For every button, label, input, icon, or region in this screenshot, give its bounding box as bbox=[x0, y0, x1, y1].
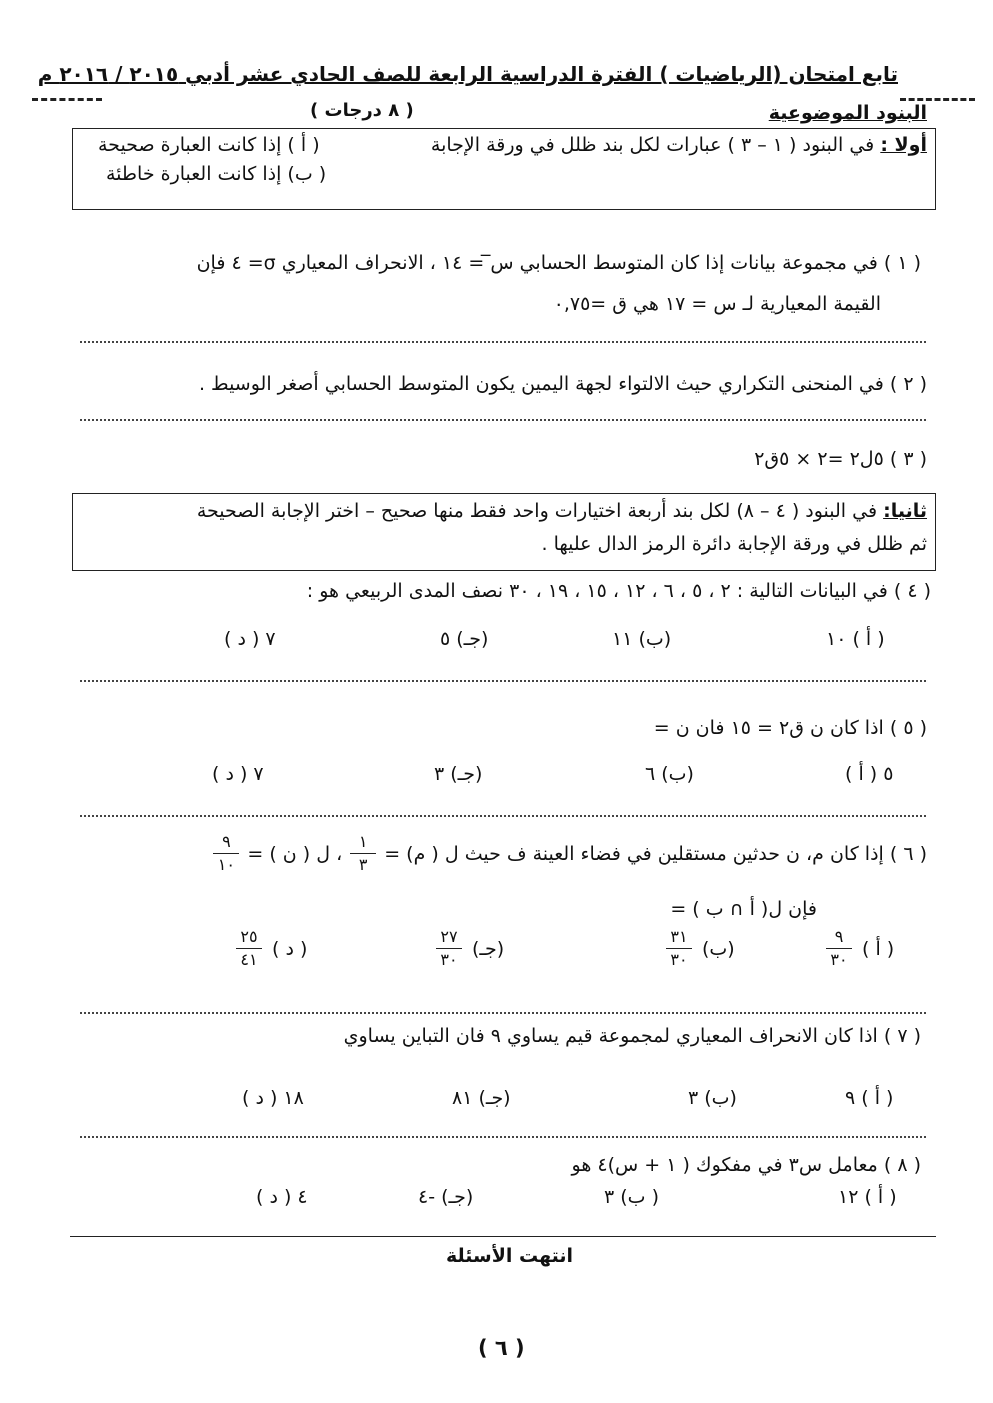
fraction-bar bbox=[350, 853, 376, 854]
q7-option-a: ( أ ) ٩ bbox=[845, 1087, 894, 1109]
q8-option-a: ( أ ) ١٢ bbox=[838, 1186, 897, 1208]
footer-rule bbox=[70, 1236, 936, 1237]
q7-option-b: (ب) ٣ bbox=[688, 1087, 737, 1109]
separator-line bbox=[80, 1012, 926, 1014]
q5-option-b: (ب) ٦ bbox=[645, 763, 694, 785]
q5-text: ( ٥ ) اذا كان ن ق٢ = ١٥ فان ن = bbox=[653, 717, 927, 739]
part2-label: ثانيا: bbox=[883, 500, 927, 522]
q4-option-c: (جـ) ٥ bbox=[440, 628, 489, 650]
fraction-numerator: ٩ bbox=[222, 832, 231, 851]
fraction-bar bbox=[666, 948, 692, 949]
part1-text: في البنود ( ١ – ٣ ) عبارات لكل بند ظلل في ورقة الإجابة bbox=[430, 134, 875, 156]
page-number: ( ٦ ) bbox=[478, 1336, 525, 1360]
q4-option-b: (ب) ١١ bbox=[612, 628, 672, 650]
fraction-denominator: ٣٠ bbox=[440, 950, 458, 969]
q4-text: ( ٤ ) في البيانات التالية : ٢ ، ٥ ، ٦ ، ١٢ ، ١٥ ، ١٩ ، ٣٠ نصف المدى الربيعي هو : bbox=[306, 580, 931, 602]
separator-line bbox=[80, 419, 926, 421]
part1-instruction bbox=[431, 134, 927, 156]
q4-option-a: ( أ ) ١٠ bbox=[826, 628, 885, 650]
fraction-denominator: ٣ bbox=[358, 855, 368, 874]
q7-option-c: (جـ) ٨١ bbox=[452, 1087, 511, 1109]
fraction-denominator: ٣٠ bbox=[830, 950, 848, 969]
option-label: ( د ) bbox=[272, 937, 308, 960]
option-fraction bbox=[826, 928, 852, 969]
header-dash-right bbox=[900, 98, 975, 101]
option-label: (جـ) bbox=[472, 937, 505, 960]
end-of-questions: انتهت الأسئلة bbox=[446, 1245, 574, 1267]
q6-text-mid: ، ل ( ن ) = bbox=[247, 842, 343, 865]
part2-instruction-line1 bbox=[197, 500, 927, 522]
part2-text: في البنود ( ٤ – ٨) لكل بند أربعة اختيارات واحد فقط منها صحيح – اختر الإجابة الصحيحة bbox=[196, 500, 878, 522]
q7-text: ( ٧ ) اذا كان الانحراف المعياري لمجموعة قيم يساوي ٩ فان التباين يساوي bbox=[343, 1025, 921, 1047]
option-fraction bbox=[666, 928, 692, 969]
exam-title: تابع امتحان (الرياضيات ) الفترة الدراسية الرابعة للصف الحادي عشر أدبي ٢٠١٥ / ٢٠١٦ م bbox=[37, 62, 898, 86]
q6-line2: فإن ل( أ ∩ ب ) = bbox=[670, 898, 817, 920]
fraction-bar bbox=[826, 948, 852, 949]
q3-text: ( ٣ ) ٥ل٢ =٢ × ٥ق٢ bbox=[754, 448, 927, 470]
q5-option-a: ٥ ( أ ) bbox=[845, 763, 894, 785]
fraction-numerator: ٣١ bbox=[670, 927, 688, 946]
separator-line bbox=[80, 815, 926, 817]
q8-option-c: (جـ) -٤ bbox=[418, 1186, 474, 1208]
fraction-denominator: ٤١ bbox=[240, 950, 258, 969]
fraction-numerator: ٢٥ bbox=[240, 927, 258, 946]
separator-line bbox=[80, 341, 926, 343]
option-label: ( أ ) bbox=[862, 937, 895, 960]
q6-fraction-2 bbox=[213, 833, 239, 874]
part1-option-a: ( أ ) إذا كانت العبارة صحيحة bbox=[98, 134, 320, 156]
part2-instruction-line2: ثم ظلل في ورقة الإجابة دائرة الرمز الدال عليها . bbox=[541, 533, 927, 555]
q6-line1 bbox=[213, 833, 927, 874]
q5-option-d: ٧ ( د ) bbox=[212, 763, 264, 785]
q4-option-d: ٧ ( د ) bbox=[224, 628, 276, 650]
q1-line1: ( ١ ) في مجموعة بيانات إذا كان المتوسط الحسابي س̅ = ١٤ ، الانحراف المعياري σ= ٤ فإن bbox=[196, 252, 921, 274]
q8-option-d: ٤ ( د ) bbox=[256, 1186, 308, 1208]
q6-text-pre: ( ٦ ) إذا كان م، ن حدثين مستقلين في فضاء العينة ف حيث ل ( م) = bbox=[384, 842, 927, 865]
q5-option-c: (جـ) ٣ bbox=[434, 763, 483, 785]
part1-label: أولا : bbox=[880, 134, 927, 156]
q6-option-a bbox=[826, 928, 894, 969]
fraction-bar bbox=[236, 948, 262, 949]
option-fraction bbox=[236, 928, 262, 969]
header-dash-left bbox=[32, 98, 102, 101]
fraction-denominator: ٣٠ bbox=[670, 950, 688, 969]
q6-fraction-1 bbox=[350, 833, 376, 874]
q7-option-d: ١٨ ( د ) bbox=[242, 1087, 304, 1109]
q6-option-b bbox=[666, 928, 735, 969]
part1-option-b: ( ب) إذا كانت العبارة خاطئة bbox=[106, 163, 327, 185]
option-label: (ب) bbox=[702, 937, 735, 960]
q6-option-c bbox=[436, 928, 504, 969]
fraction-bar bbox=[436, 948, 462, 949]
fraction-numerator: ٩ bbox=[834, 927, 844, 946]
separator-line bbox=[80, 680, 926, 682]
fraction-numerator: ١ bbox=[358, 832, 368, 851]
q2-text: ( ٢ ) في المنحنى التكراري حيث الالتواء لجهة اليمين يكون المتوسط الحسابي أصغر الوسيط . bbox=[198, 373, 927, 395]
marks-label: ( ٨ درجات ) bbox=[310, 100, 414, 121]
section-title: البنود الموضوعية bbox=[768, 102, 927, 124]
fraction-bar bbox=[213, 853, 239, 854]
fraction-denominator: ١٠ bbox=[217, 855, 235, 874]
q8-option-b: ( ب) ٣ bbox=[604, 1186, 660, 1208]
q6-option-d bbox=[236, 928, 307, 969]
q1-line2: القيمة المعيارية لـ س = ١٧ هي ق =٠,٧٥ bbox=[553, 293, 881, 315]
option-fraction bbox=[436, 928, 462, 969]
q8-text: ( ٨ ) معامل س٣ في مفكوك ( ١ + س)٤ هو bbox=[571, 1154, 921, 1176]
fraction-numerator: ٢٧ bbox=[440, 927, 458, 946]
separator-line bbox=[80, 1136, 926, 1138]
